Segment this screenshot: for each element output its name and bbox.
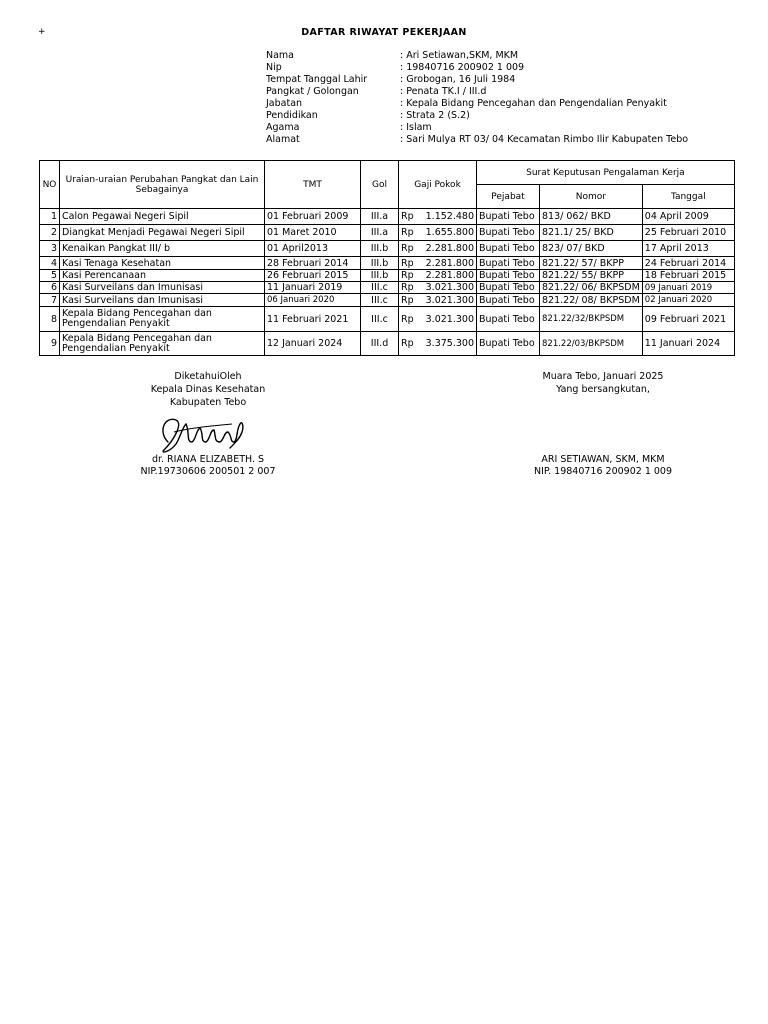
gaji-value: 1.655.800 — [425, 227, 474, 238]
cell-gaji — [399, 241, 477, 257]
cell-gol: III.c — [361, 294, 399, 307]
profile-block — [266, 50, 688, 146]
cell-nomor: 821.22/ 08/ BKPSDM — [540, 294, 643, 307]
table-row — [40, 241, 735, 257]
currency-label: Rp — [401, 211, 414, 222]
header-sk-group: Surat Keputusan Pengalaman Kerja — [477, 161, 735, 185]
cell-nomor: 821.22/ 57/ BKPP — [540, 257, 643, 270]
corner-mark: + — [38, 27, 46, 37]
table-row — [40, 282, 735, 294]
cell-tanggal: 09 Januari 2019 — [642, 282, 734, 294]
profile-row — [266, 122, 688, 134]
cell-uraian: Diangkat Menjadi Pegawai Negeri Sipil — [60, 225, 265, 241]
cell-tmt: 26 Februari 2015 — [265, 270, 361, 282]
profile-value: : Sari Mulya RT 03/ 04 Kecamatan Rimbo Ilir Kabupaten Tebo — [400, 134, 689, 145]
cell-pejabat: Bupati Tebo — [477, 270, 540, 282]
cell-nomor: 813/ 062/ BKD — [540, 209, 643, 225]
cell-gol: III.d — [361, 332, 399, 356]
signer-right-nip: NIP. 19840716 200902 1 009 — [533, 466, 673, 477]
gaji-value: 2.281.800 — [425, 270, 474, 281]
signer-right-name: ARI SETIAWAN, SKM, MKM — [541, 454, 665, 465]
cell-tmt: 01 Maret 2010 — [265, 225, 361, 241]
gaji-value: 3.375.300 — [425, 338, 474, 349]
cell-gol: III.c — [361, 282, 399, 294]
cell-gaji — [399, 209, 477, 225]
cell-no: 1 — [40, 209, 60, 225]
cell-nomor: 821.22/ 06/ BKPSDM — [540, 282, 643, 294]
profile-value: : Ari Setiawan,SKM, MKM — [400, 50, 519, 61]
cell-nomor: 821.22/03/BKPSDM — [540, 332, 643, 356]
table-row — [40, 209, 735, 225]
cell-tmt: 12 Januari 2024 — [265, 332, 361, 356]
cell-tanggal: 24 Februari 2014 — [642, 257, 734, 270]
profile-value: : 19840716 200902 1 009 — [400, 62, 525, 73]
cell-tanggal: 11 Januari 2024 — [642, 332, 734, 356]
table-row — [40, 270, 735, 282]
currency-label: Rp — [401, 257, 414, 269]
official-position: Kepala Dinas Kesehatan — [150, 384, 266, 395]
document-title: DAFTAR RIWAYAT PEKERJAAN — [301, 27, 467, 38]
profile-label: Pangkat / Golongan — [266, 86, 359, 97]
cell-no: 7 — [40, 294, 60, 307]
place-date: Muara Tebo, Januari 2025 — [542, 371, 664, 382]
signer-left — [108, 454, 308, 478]
gaji-value: 3.021.300 — [425, 294, 474, 306]
cell-gaji — [399, 307, 477, 332]
cell-uraian: Kasi Surveilans dan Imunisasi — [60, 282, 265, 294]
cell-gaji — [399, 294, 477, 307]
official-region: Kabupaten Tebo — [169, 397, 247, 408]
cell-tmt: 11 Januari 2019 — [265, 282, 361, 294]
cell-no: 2 — [40, 225, 60, 241]
header-gol: Gol — [361, 161, 399, 209]
signer-right — [503, 454, 703, 478]
gaji-value: 1.152.480 — [425, 211, 474, 222]
cell-gaji — [399, 257, 477, 270]
currency-label: Rp — [401, 270, 414, 281]
cell-no: 4 — [40, 257, 60, 270]
table-row — [40, 225, 735, 241]
profile-row — [266, 50, 688, 62]
cell-nomor: 821.1/ 25/ BKD — [540, 225, 643, 241]
cell-uraian: Kasi Tenaga Kesehatan — [60, 257, 265, 270]
cell-nomor: 823/ 07/ BKD — [540, 241, 643, 257]
self-label: Yang bersangkutan, — [556, 384, 650, 395]
currency-label: Rp — [401, 313, 414, 325]
cell-pejabat: Bupati Tebo — [477, 257, 540, 270]
cell-tanggal: 25 Februari 2010 — [642, 225, 734, 241]
cell-tanggal: 17 April 2013 — [642, 241, 734, 257]
cell-pejabat: Bupati Tebo — [477, 241, 540, 257]
cell-pejabat: Bupati Tebo — [477, 332, 540, 356]
header-tanggal: Tanggal — [642, 185, 734, 209]
cell-pejabat: Bupati Tebo — [477, 225, 540, 241]
cell-uraian: Calon Pegawai Negeri Sipil — [60, 209, 265, 225]
profile-label: Nip — [266, 62, 282, 73]
cell-tanggal: 18 Februari 2015 — [642, 270, 734, 282]
header-uraian: Uraian-uraian Perubahan Pangkat dan Lain Sebagainya — [60, 161, 265, 209]
currency-label: Rp — [401, 294, 414, 306]
profile-row — [266, 110, 688, 122]
signer-left-nip: NIP.19730606 200501 2 007 — [140, 466, 276, 477]
header-gaji: Gaji Pokok — [399, 161, 477, 209]
currency-label: Rp — [401, 338, 414, 349]
cell-pejabat: Bupati Tebo — [477, 307, 540, 332]
profile-label: Pendidikan — [266, 110, 318, 121]
cell-tanggal: 09 Februari 2021 — [642, 307, 734, 332]
cell-uraian: Kenaikan Pangkat III/ b — [60, 241, 265, 257]
profile-label: Tempat Tanggal Lahir — [266, 74, 368, 85]
cell-no: 5 — [40, 270, 60, 282]
cell-uraian: Kepala Bidang Pencegahan dan Pengendalian Penyakit — [60, 307, 265, 332]
profile-value: : Strata 2 (S.2) — [400, 110, 470, 121]
profile-row — [266, 98, 688, 110]
cell-gol: III.b — [361, 270, 399, 282]
currency-label: Rp — [401, 282, 414, 293]
cell-gaji — [399, 270, 477, 282]
currency-label: Rp — [401, 243, 414, 254]
cell-gol: III.b — [361, 257, 399, 270]
cell-no: 3 — [40, 241, 60, 257]
cell-gaji — [399, 282, 477, 294]
profile-row — [266, 134, 688, 146]
acknowledgement-label: DiketahuiOleh — [174, 371, 242, 382]
table-row — [40, 307, 735, 332]
cell-gol: III.c — [361, 307, 399, 332]
cell-nomor: 821.22/ 55/ BKPP — [540, 270, 643, 282]
cell-nomor: 821.22/32/BKPSDM — [540, 307, 643, 332]
cell-tmt: 11 Februari 2021 — [265, 307, 361, 332]
cell-no: 6 — [40, 282, 60, 294]
cell-gol: III.a — [361, 225, 399, 241]
cell-tanggal: 04 April 2009 — [642, 209, 734, 225]
cell-uraian: Kasi Perencanaan — [60, 270, 265, 282]
handwritten-signature — [150, 402, 250, 460]
cell-gaji — [399, 332, 477, 356]
profile-label: Alamat — [266, 134, 300, 145]
header-no: NO — [40, 161, 60, 209]
signer-left-name: dr. RIANA ELIZABETH. S — [151, 454, 265, 465]
header-tmt: TMT — [265, 161, 361, 209]
profile-label: Nama — [266, 50, 295, 61]
profile-row — [266, 62, 688, 74]
currency-label: Rp — [401, 227, 414, 238]
header-nomor: Nomor — [540, 185, 643, 209]
profile-row — [266, 86, 688, 98]
profile-label: Jabatan — [266, 98, 303, 109]
cell-uraian: Kepala Bidang Pencegahan dan Pengendalian Penyakit — [60, 332, 265, 356]
cell-gol: III.a — [361, 209, 399, 225]
profile-value: : Kepala Bidang Pencegahan dan Pengendalian Penyakit — [400, 98, 667, 109]
profile-value: : Penata TK.I / III.d — [400, 86, 487, 97]
cell-tmt: 06 Januari 2020 — [265, 294, 361, 307]
cell-uraian: Kasi Surveilans dan Imunisasi — [60, 294, 265, 307]
cell-tmt: 28 Februari 2014 — [265, 257, 361, 270]
cell-no: 9 — [40, 332, 60, 356]
gaji-value: 3.021.300 — [425, 282, 474, 293]
gaji-value: 3.021.300 — [425, 313, 474, 325]
employment-history-table — [39, 160, 735, 356]
cell-no: 8 — [40, 307, 60, 332]
gaji-value: 2.281.800 — [425, 257, 474, 269]
profile-value: : Grobogan, 16 Juli 1984 — [400, 74, 516, 85]
cell-pejabat: Bupati Tebo — [477, 282, 540, 294]
cell-pejabat: Bupati Tebo — [477, 294, 540, 307]
header-pejabat: Pejabat — [477, 185, 540, 209]
profile-label: Agama — [266, 122, 300, 133]
cell-tanggal: 02 Januari 2020 — [642, 294, 734, 307]
signature-block-right — [503, 370, 703, 396]
gaji-value: 2.281.800 — [425, 243, 474, 254]
cell-gaji — [399, 225, 477, 241]
profile-row — [266, 74, 688, 86]
table-row — [40, 257, 735, 270]
cell-tmt: 01 Februari 2009 — [265, 209, 361, 225]
table-row — [40, 332, 735, 356]
cell-gol: III.b — [361, 241, 399, 257]
profile-value: : Islam — [400, 122, 432, 133]
table-row — [40, 294, 735, 307]
cell-tmt: 01 April2013 — [265, 241, 361, 257]
cell-pejabat: Bupati Tebo — [477, 209, 540, 225]
